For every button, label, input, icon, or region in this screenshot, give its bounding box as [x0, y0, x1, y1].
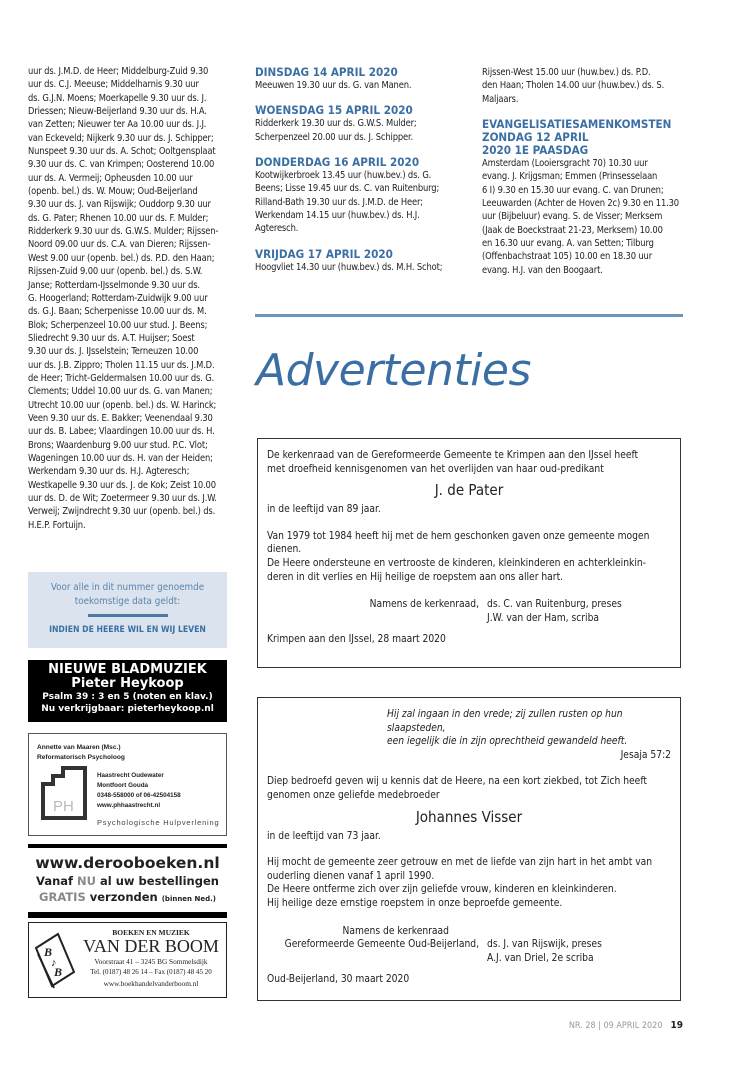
signature: Namens de kerkenraad, ds. C. van Ruitenburg, preses J.W. van der Ham, scriba — [369, 599, 622, 624]
svg-text:B: B — [54, 965, 63, 979]
text-line: Janse; Rotterdam-IJsselmonde 9.30 uur ds. — [28, 279, 200, 291]
text-line: Meeuwen 19.30 uur ds. G. van Manen. — [255, 80, 412, 91]
ad-body: Van 1979 tot 1984 heeft hij met de hem geschonken gaven onze gemeente mogen dienen. De Heere ondersteune en vertrooste de kinderen, kleinkinderen en achterkleinkin- deren in dit verlies en Hij heilige de roepstem aan ons aller hart. — [267, 530, 650, 583]
divider — [88, 614, 168, 617]
ad-composer: Pieter Heykoop — [71, 676, 184, 691]
ad-intro: Diep bedroefd geven wij u kennis dat de Heere, na een kort ziekbed, tot Zich heeft genomen onze geliefde medebroeder — [267, 776, 647, 801]
text-line: Maljaars. — [482, 93, 519, 105]
text-line: Noord 09.00 uur ds. C.A. van Dieren; Rijssen- — [28, 239, 211, 251]
text-line: ZONDAG 12 APRIL — [482, 130, 589, 145]
info-text: toekomstige data geldt: — [74, 596, 181, 607]
ad-text: Psalm 39 : 3 en 5 (noten en klav.) — [42, 692, 213, 702]
text-line: Kootwijkerbroek 13.45 uur (huw.bev.) ds. G. — [255, 170, 432, 182]
text-line: Veen 9.30 uur ds. E. Bakker; Veenendaal 9.30 — [28, 412, 213, 424]
text-line: van Zetten; Nieuwer ter Aa 10.00 uur ds. J.J. — [28, 119, 207, 131]
quote-reference: Jesaja 57:2 — [620, 749, 671, 761]
text-line: en 16.30 uur evang. A. van Setten; Tilburg — [482, 238, 654, 250]
weekday-services-column — [255, 66, 442, 286]
text-line: Westkapelle 9.30 uur ds. J. de Kok; Zeist 10.00 — [28, 479, 216, 491]
day-section — [255, 156, 442, 236]
text-line: uur ds. D. de Wit; Zoetermeer 9.30 uur ds. J.W. — [28, 493, 217, 504]
text-line: den Haan; Tholen 14.00 uur (huw.bev.) ds. S. — [482, 80, 665, 92]
book-logo-icon — [32, 930, 76, 990]
text-line: Rijssen-Zuid 9.00 uur (openb. bel.) ds. S.W. — [28, 266, 203, 278]
text-line: (Offenbachstraat 105) 10.00 en 18.30 uur — [482, 251, 652, 263]
text-line: Agteresch. — [255, 223, 299, 235]
text-line: Rijssen-West 15.00 uur (huw.bev.) ds. P.D. — [482, 67, 651, 78]
text-line: evang. H.J. van den Boogaart. — [482, 264, 603, 276]
text-line: uur ds. C.J. Meeuse; Middelharnis 9.30 uur — [28, 79, 199, 91]
day-section — [255, 104, 442, 144]
obituary-de-pater — [257, 438, 681, 668]
text-line: West 9.00 uur (openb. bel.) ds. P.D. den Haan; — [28, 252, 215, 264]
text-line: Utrecht 10.00 uur (openb. bel.) ds. W. Harinck; — [28, 399, 217, 411]
text-line: Werkendam 9.30 uur ds. H.J. Agteresch; — [28, 466, 190, 478]
page-number: 19 — [670, 1020, 683, 1031]
text-line: Blok; Scherpenzeel 10.00 uur stud. J. Beens; — [28, 319, 208, 331]
text-line: EVANGELISATIESAMENKOMSTEN — [482, 117, 672, 132]
ad-url: www.derooboeken.nl — [35, 854, 220, 872]
ad-intro: De kerkenraad van de Gereformeerde Gemeente te Krimpen aan den IJssel heeft met droefheid kennisgenomen van het overlijden van haar oud-predikant — [267, 450, 639, 475]
deceased-name: J. de Pater — [434, 481, 504, 500]
evangelisation-column — [482, 66, 679, 277]
derooboeken-ad: www.derooboeken.nl Vanaf NU al uw bestellingen GRATIS verzonden (binnen Ned.) — [28, 844, 227, 918]
day-heading: VRIJDAG 17 APRIL 2020 — [255, 246, 393, 261]
text-line: Beens; Lisse 19.45 uur ds. C. van Ruitenburg; — [255, 183, 440, 195]
day-heading: DONDERDAG 16 APRIL 2020 — [255, 155, 420, 170]
text-line: uur ds. J.M.D. de Heer; Middelburg-Zuid 9.30 — [28, 66, 209, 77]
text-line: Leeuwarden (Achter de Hoven 2c) 9.30 en 11.30 — [482, 198, 679, 210]
text-line: (Jaak de Boeckstraat 21-23, Merksem) 10.00 — [482, 224, 663, 236]
church-services-column — [28, 65, 218, 532]
text-line: uur ds. J.B. Zippro; Tholen 11.15 uur ds. J.M.D. — [28, 359, 215, 371]
ad-tagline: Psychologische Hulpverlening — [97, 818, 220, 827]
van-der-boom-ad: B B ♪ BOEKEN EN MUZIEK VAN DER BOOM Voorstraat 41 – 3245 BG Sommelsdijk Tel. (0187) 48 26 14 – Fax (0187) 48 45 20 www.boekhandelvanderboom.nl — [28, 922, 227, 998]
section-title: Advertenties — [256, 345, 531, 396]
text-line: uur (Bijbeluur) evang. S. de Visser; Merksem — [482, 211, 663, 223]
text-line: Clements; Uddel 10.00 uur ds. G. van Manen; — [28, 386, 213, 398]
text-line: ds. G.J. Baan; Scherpenisse 10.00 uur ds. M. — [28, 306, 207, 318]
info-box — [28, 572, 227, 648]
text-line: (openb. bel.) ds. W. Mouw; Oud-Beijerland — [28, 186, 198, 198]
text-line: uur ds. B. Labee; Vlaardingen 10.00 uur ds. H. — [28, 426, 215, 438]
text-line: Ridderkerk 9.30 uur ds. G.W.S. Mulder; Rijssen- — [28, 226, 219, 238]
ad-text: Nu verkrijgbaar: pieterheykoop.nl — [41, 704, 214, 714]
text-line: ds. G.J.N. Moens; Moerkapelle 9.30 uur ds. J. — [28, 92, 207, 104]
signature: Namens de kerkenraad Gereformeerde Gemeente Oud-Beijerland, ds. J. van Rijswijk, preses A.J. van Driel, 2e scriba — [284, 925, 602, 964]
text-line: Scherpenzeel 20.00 uur ds. J. Schipper. — [255, 131, 413, 143]
ad-body: Hij mocht de gemeente zeer getrouw en met de liefde van zijn hart in het ambt van ouderling dienen vanaf 1 april 1990. De Heere ontferme zich over zijn geliefde vrouw, kinderen en kleinkinderen. Hij heilige deze ernstige roepstem in onze beproefde gemeente. — [267, 857, 653, 909]
text-line: Werkendam 14.15 uur (huw.bev.) ds. H.J. — [255, 210, 420, 222]
info-emphasis: INDIEN DE HEERE WIL EN WIJ LEVEN — [49, 625, 206, 635]
age-line: in de leeftijd van 73 jaar. — [267, 830, 381, 842]
text-line: Rilland-Bath 19.30 uur ds. J.M.D. de Heer; — [255, 196, 423, 208]
psychologist-ad: Annette van Maaren (Msc.) Reformatorisch Psycholoog PH Haastrecht Oudewater Montfoort Gouda 0348-558000 of 06-42504158 www.phhaastrecht.nl Psychologische Hulpverlening — [28, 733, 227, 836]
svg-text:B: B — [44, 945, 53, 959]
text-line: 6 I) 9.30 en 15.30 uur evang. C. van Drunen; — [482, 184, 664, 196]
text-line: van Eckeveld; Nijkerk 9.30 uur ds. J. Schipper; — [28, 132, 214, 144]
text-line: Wageningen 10.00 uur ds. H. van der Heiden; — [28, 452, 213, 464]
text-line: Brons; Waardenburg 9.00 uur stud. P.C. Vlot; — [28, 439, 208, 451]
text-line: Amsterdam (Looiersgracht 70) 10.30 uur — [482, 158, 648, 170]
day-heading: WOENSDAG 15 APRIL 2020 — [255, 103, 413, 118]
text-line: Hoogvliet 14.30 uur (huw.bev.) ds. M.H. Schot; — [255, 261, 443, 273]
text-line: ds. G. Pater; Rhenen 10.00 uur ds. F. Mulder; — [28, 212, 209, 224]
text-line: 9.30 uur ds. J. IJsselstein; Terneuzen 10.00 — [28, 346, 199, 358]
deceased-name: Johannes Visser — [415, 807, 523, 826]
day-heading: DINSDAG 14 APRIL 2020 — [255, 65, 398, 79]
text-line: 2020 1E PAASDAG — [482, 143, 589, 158]
info-text: Voor alle in dit nummer genoemde — [50, 582, 205, 593]
obituary-visser — [257, 697, 681, 1001]
text-line: Verweij; Zwijndrecht 9.30 uur (openb. bel.) ds. — [28, 506, 216, 518]
text-line: Driessen; Nieuw-Beijerland 9.30 uur ds. H.A. — [28, 106, 207, 118]
day-section — [255, 248, 442, 274]
svg-text:PH: PH — [53, 798, 74, 815]
text-line: 9.30 uur ds. J. van Rijswijk; Ouddorp 9.30 uur — [28, 199, 211, 211]
page-footer — [560, 1020, 683, 1031]
age-line: in de leeftijd van 89 jaar. — [267, 504, 381, 516]
place-date: Krimpen aan den IJssel, 28 maart 2020 — [267, 634, 446, 646]
section-divider — [255, 314, 683, 317]
text-line: Ridderkerk 19.30 uur ds. G.W.S. Mulder; — [255, 118, 417, 130]
text-line: 9.30 uur ds. C. van Krimpen; Oosterend 10.00 — [28, 159, 215, 171]
sheet-music-ad — [28, 660, 227, 722]
ad-headline: NIEUWE BLADMUZIEK — [48, 662, 207, 677]
text-line: H.E.P. Fortuijn. — [28, 519, 86, 531]
text-line: Nunspeet 9.30 uur ds. A. Schot; Ooltgensplaat — [28, 146, 216, 158]
svg-text:♪: ♪ — [51, 957, 57, 969]
place-date: Oud-Beijerland, 30 maart 2020 — [267, 974, 410, 986]
text-line: uur ds. A. Vermeij; Opheusden 10.00 uur — [28, 172, 193, 184]
ph-logo-icon — [39, 764, 89, 820]
bible-quote: Hij zal ingaan in den vrede; zij zullen rusten op hun slaapsteden, een iegelijk die in zijn oprechtheid gewandeld heeft. — [387, 709, 628, 748]
text-line: Sliedrecht 9.30 uur ds. A.T. Huijser; Soest — [28, 332, 195, 344]
day-section — [255, 66, 442, 92]
text-line: evang. J. Krijgsman; Emmen (Prinsesselaan — [482, 171, 658, 183]
issue-info: NR. 28 | 09 APRIL 2020 — [568, 1021, 663, 1031]
text-line: G. Hoogerland; Rotterdam-Zuidwijk 9.00 uur — [28, 292, 208, 304]
text-line: de Heer; Tricht-Geldermalsen 10.00 uur ds. G. — [28, 372, 215, 384]
